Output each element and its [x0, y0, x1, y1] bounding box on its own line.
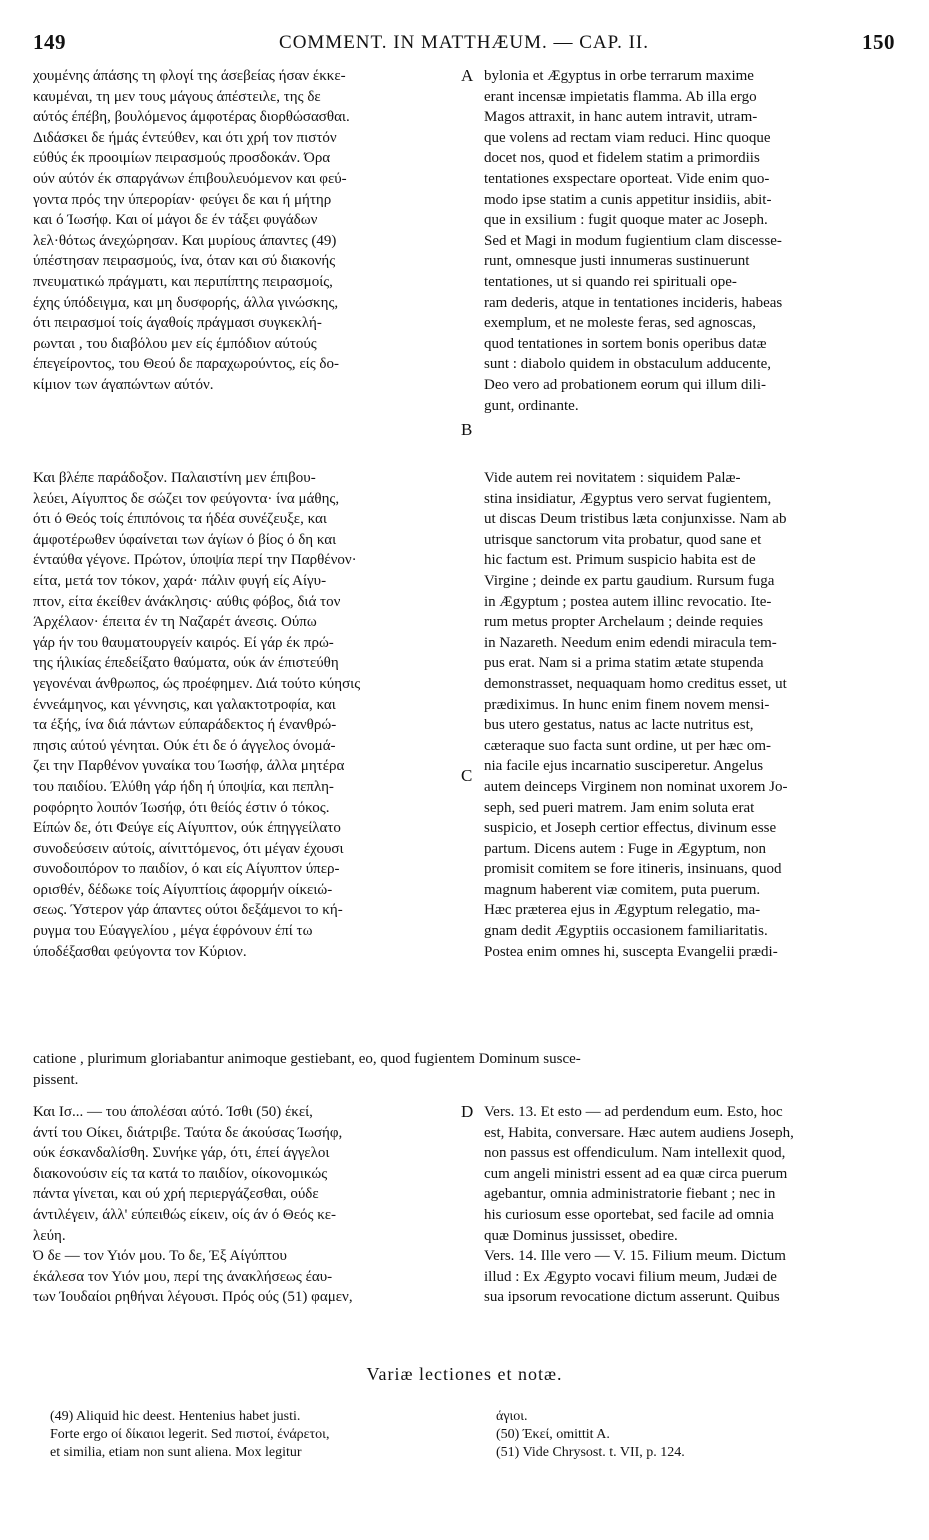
- greek-text-line: άντί του Οίκει, διάτριβε. Ταύτα δε άκούσας Ίωσήφ,: [33, 1124, 343, 1141]
- latin-text-line: seph, sed pueri matrem. Jam enim soluta erat: [484, 799, 755, 816]
- latin-text-line: sunt : diabolo quidem in obstaculum adducente,: [484, 356, 772, 373]
- latin-text-line: Postea enim omnes hi, suscepta Evangelii prædi-: [484, 943, 778, 960]
- full-width-text-line: pissent.: [33, 1071, 79, 1088]
- latin-text-line: in Nazareth. Needum enim edendi miracula tem-: [484, 634, 777, 651]
- note-line: (51) Vide Chrysost. t. VII, p. 124.: [496, 1445, 685, 1460]
- greek-text-line: πτον, είτα έκείθεν άνάκλησις· αύθις φόβος, διά τον: [33, 593, 341, 610]
- latin-text-line: Sed et Magi in modum fugientium clam discesse-: [484, 232, 782, 249]
- latin-text-line: cum angeli ministri essent ad ea quæ circa puerum: [484, 1165, 788, 1182]
- latin-text-line: promisit comitem se fore itineris, insinuans, quod: [484, 861, 782, 878]
- latin-text-line: pus erat. Nam si a prima statim ætate stupenda: [484, 655, 764, 672]
- greek-text-line: εύθύς έκ προοιμίων πειρασμούς προσδοκάν. Όρα: [33, 150, 331, 167]
- latin-text-line: stina insidiatur, Ægyptus vero servat fugientem,: [484, 490, 772, 507]
- note-line: et similia, etiam non sunt aliena. Mox legitur: [50, 1445, 302, 1460]
- greek-text-line: λεύει, Αίγυπτος δε σώζει τον φεύγοντα· ίνα μάθης,: [33, 490, 340, 507]
- latin-text-line: Vide autem rei novitatem : siquidem Palæ-: [484, 470, 741, 486]
- latin-text-line: Vers. 14. Ille vero — V. 15. Filium meum. Dictum: [484, 1248, 786, 1265]
- latin-text-line: gnam dedit Ægyptiis occasionem familiaritatis.: [484, 923, 768, 940]
- greek-text-line: ορισθέν, δέδωκε τοίς Αίγυπτίοις άφορμήν οίκειώ-: [33, 881, 333, 898]
- greek-text-line: πάντα γίνεται, και ού χρή περιεργάζεσθαι, ούδε: [33, 1186, 319, 1203]
- greek-text-line: ούν αύτόν έκ σπαργάνων έπιβουλευόμενον και φεύ-: [33, 170, 347, 187]
- greek-text-line: ρυγμα του Εύαγγελίου , μέγα έφρόνουν έπί τω: [33, 923, 313, 940]
- greek-text-line: έχης ύπόδειγμα, και μη δυσφορής, άλλα γινώσκης,: [33, 294, 339, 311]
- marker-b: B: [461, 420, 473, 439]
- latin-text-line: cæteraque suo facta sunt ordine, ut per hæc om-: [484, 737, 771, 754]
- note-line: (50) Έκεί, omittit A.: [496, 1427, 610, 1442]
- greek-text-line: άμφοτέρωθεν ύφαίνεται των άγίων ό βίος ό δη και: [33, 531, 337, 548]
- full-width-text-line: catione , plurimum gloriabantur animoque gestiebant, eo, quod fugientem Dominum susce-: [33, 1051, 581, 1067]
- latin-column-block-2: [484, 468, 894, 962]
- latin-text-line: demonstrasset, nequaquam homo creditus esset, ut: [484, 675, 787, 692]
- greek-text-line: τα έξής, ίνα διά πάντων εύπαράδεκτος ή ένανθρώ-: [33, 717, 337, 734]
- latin-text-line: nia facile ejus incarnatio susciperetur. Angelus: [484, 758, 764, 775]
- greek-text-line: Είπών δε, ότι Φεύγε είς Αίγυπτον, ούκ έπηγγείλατο: [33, 820, 341, 837]
- greek-text-line: λελ·θότως άνεχώρησαν. Και μυρίους άπαντες (49): [33, 232, 337, 249]
- latin-text-line: bylonia et Ægyptus in orbe terrarum maxime: [484, 68, 754, 84]
- greek-text-line: Άρχέλαον· έπειτα έν τη Ναζαρέτ άνεσις. Ούπω: [33, 614, 317, 631]
- latin-text-line: est, Habita, conversare. Hæc autem audiens Joseph,: [484, 1124, 794, 1141]
- greek-text-line: έπεγείροντος, του Θεού δε παραχωρούντος, είς δο-: [33, 356, 339, 373]
- greek-text-line: της ήλικίας έπεδείξατο θαύματα, ούκ άν έπιστεύθη: [33, 655, 339, 672]
- latin-text-line: non passus est offendiculum. Nam intellexit quod,: [484, 1145, 786, 1162]
- greek-text-line: ένταύθα γέγονε. Πρώτον, ύποψία περί την Παρθένον·: [33, 552, 357, 569]
- latin-text-line: ut discas Deum tristibus læta conjunxisse. Nam ab: [484, 511, 787, 528]
- latin-text-line: runt, omnesque justi innumeras sustinuerunt: [484, 253, 750, 270]
- latin-text-line: gunt, ordinante.: [484, 397, 579, 414]
- latin-text-line: tentationes exspectare oporteat. Vide enim quo-: [484, 170, 770, 187]
- greek-text-line: σεως. Ύστερον γάρ άπαντες ούτοι δεξάμενοι το κή-: [33, 902, 343, 919]
- greek-text-line: έκάλεσα τον Υιόν μου, περί της άνακλήσεως έαυ-: [33, 1268, 333, 1285]
- greek-text-line: Και Ισ... — του άπολέσαι αύτό. Ίσθι (50) έκεί,: [33, 1104, 313, 1120]
- latin-text-line: suspicio, et Joseph certior effectus, divinum esse: [484, 820, 777, 837]
- latin-text-line: que in exsilium : fugit quoque mater ac Joseph.: [484, 212, 768, 229]
- page-header: [33, 30, 895, 60]
- greek-text-line: γεγονέναι άνθρωπος, ώς προέφημεν. Διά τούτο κύησις: [33, 675, 361, 692]
- greek-text-line: του παιδίου. Έλύθη γάρ ήδη ή ύποψία, και πεπλη-: [33, 778, 334, 795]
- latin-text-line: autem deinceps Virginem non nominat uxorem Jo-: [484, 778, 788, 795]
- latin-text-line: Virgine ; deinde ex partu gaudium. Rursum fuga: [484, 572, 775, 589]
- latin-text-line: Hæc præterea ejus in Ægyptum relegatio, ma-: [484, 902, 761, 919]
- greek-text-line: και ό Ίωσήφ. Και οί μάγοι δε έν τάξει φυγάδων: [33, 212, 318, 229]
- latin-text-line: exemplum, et ne moleste feras, sed agnoscas,: [484, 315, 756, 332]
- left-page-number: 149: [33, 30, 66, 54]
- greek-text-line: ύποδέξασθαι φεύγοντα τον Κύριον.: [33, 943, 247, 960]
- greek-text-line: Διδάσκει δε ήμάς έντεύθεν, και ότι χρή τον πιστόν: [33, 129, 337, 146]
- latin-column-block-1: [484, 66, 894, 416]
- latin-column-block-3: [484, 1102, 894, 1308]
- latin-text-line: ram dederis, atque in tentationes incideris, habeas: [484, 294, 783, 311]
- greek-text-line: χουμένης άπάσης τη φλογί της άσεβείας ήσαν έκκε-: [33, 68, 346, 84]
- notes-title: Variæ lectiones et notæ.: [366, 1364, 563, 1384]
- greek-text-line: έννεάμηνος, και γέννησις, και γαλακτοτροφία, και: [33, 696, 336, 713]
- greek-text-line: διακονούσιν είς τα κατά το παιδίον, οίκονομικώς: [33, 1165, 328, 1182]
- note-line: Forte ergo οί δίκαιοι legerit. Sed πιστοί, ένάρετοι,: [50, 1427, 330, 1442]
- latin-text-line: Deo vero ad probationem eorum qui illum dili-: [484, 376, 767, 393]
- greek-text-line: πησις αύτού γένηται. Ούκ έτι δε ό άγγελος όνομά-: [33, 737, 336, 754]
- greek-text-line: ροφόρητο λοιπόν Ίωσήφ, ότι θείός έστιν ό τόκος.: [33, 799, 330, 816]
- latin-text-line: tentationes, ut si quando rei spirituali ope-: [484, 273, 737, 290]
- latin-text-line: partum. Dicens autem : Fuge in Ægyptum, non: [484, 840, 767, 857]
- greek-text-line: ότι ό Θεός τοίς έπιπόνοις τα ήδέα συνέζευξε, και: [33, 511, 327, 528]
- marker-a: A: [461, 66, 474, 85]
- latin-text-line: Magos attraxit, in hanc autem intravit, utram-: [484, 109, 758, 126]
- latin-text-line: Vers. 13. Et esto — ad perdendum eum. Esto, hoc: [484, 1104, 783, 1120]
- latin-text-line: modo ipse statim a cunis appetitur insidiis, abit-: [484, 191, 772, 208]
- latin-text-line: illud : Ex Ægypto vocavi filium meum, Judæi de: [484, 1268, 777, 1285]
- greek-text-line: γάρ ήν του θαυματουργείν καιρός. Εί γάρ έκ πρώ-: [33, 634, 334, 651]
- note-line: (49) Aliquid hic deest. Hentenius habet justi.: [50, 1409, 301, 1424]
- greek-text-line: ζει την Παρθένον γυναίκα του Ίωσήφ, άλλα μητέρα: [33, 758, 345, 775]
- latin-text-line: sua ipsorum revocatione dictum asserunt. Quibus: [484, 1289, 780, 1306]
- latin-text-line: bus utero gestatus, natus ac lacte nutritus est,: [484, 717, 754, 734]
- latin-text-line: agebantur, omnia administratorie fiebant ; nec in: [484, 1186, 776, 1203]
- marker-d: D: [461, 1102, 474, 1121]
- notes-left: [50, 1408, 470, 1462]
- greek-column-block-3: [33, 1102, 458, 1308]
- greek-text-line: άντιλέγειν, άλλ' εύπειθώς είκειν, οίς άν ό Θεός κε-: [33, 1206, 337, 1223]
- greek-text-line: Ό δε — τον Υιόν μου. Το δε, Έξ Αίγύπτου: [33, 1248, 287, 1265]
- greek-text-line: καυμέναι, τη μεν τους μάγους άπέστειλε, της δε: [33, 88, 321, 105]
- greek-text-line: αύτός έπέβη, βουλόμενος άμφοτέρας διορθώσασθαι.: [33, 109, 350, 126]
- greek-text-line: γοντα πρός την ύπερορίαν· φεύγει δε και ή μήτηρ: [33, 191, 332, 208]
- greek-text-line: κίμιον των άγαπώντων αύτόν.: [33, 376, 214, 393]
- greek-text-line: ούκ έσκανδαλίσθη. Συνήκε γάρ, ότι, έπεί άγγελοι: [33, 1145, 330, 1162]
- greek-text-line: ύπέστησαν πειρασμούς, ίνα, όταν και σύ διακονής: [33, 253, 336, 270]
- greek-column-block-2: [33, 468, 458, 962]
- greek-text-line: Και βλέπε παράδοξον. Παλαιστίνη μεν έπιβου-: [33, 470, 316, 486]
- greek-text-line: πνευματικώ πράγματι, και περιπίπτης πειρασμοίς,: [33, 273, 333, 290]
- full-width-continuation: [33, 1049, 895, 1090]
- latin-text-line: in Ægyptum ; postea autem illinc revocatio. Ite-: [484, 593, 772, 610]
- greek-text-line: λεύη.: [33, 1227, 66, 1244]
- greek-text-line: είτα, μετά τον τόκον, χαρά· πάλιν φυγή είς Αίγυ-: [33, 572, 327, 589]
- notes-right: [496, 1408, 896, 1462]
- latin-text-line: erant incensæ impietatis flamma. Ab illa ergo: [484, 88, 757, 105]
- greek-text-line: των Ίουδαίοι ρηθήναι λέγουσι. Πρός ούς (51) φαμεν,: [33, 1289, 353, 1306]
- running-title: COMMENT. IN MATTHÆUM. — CAP. II.: [279, 32, 649, 53]
- note-line: άγιοι.: [496, 1409, 528, 1424]
- greek-text-line: ρωνται , του διαβόλου μεν είς έμπόδιον αύτούς: [33, 335, 317, 352]
- latin-text-line: hic factum est. Primum suspicio habita est de: [484, 552, 756, 569]
- latin-text-line: his curiosum esse oportebat, sed facile ad omnia: [484, 1206, 774, 1223]
- latin-text-line: magnum haberent viæ comitem, puta puerum.: [484, 881, 761, 898]
- latin-text-line: utrisque sanctorum vita probatur, quod sane et: [484, 531, 762, 548]
- latin-text-line: docet nos, quod et fidelem statim a primordiis: [484, 150, 760, 167]
- latin-text-line: que volens ad rectam viam reduci. Hinc quoque: [484, 129, 771, 146]
- right-page-number: 150: [862, 30, 895, 54]
- marker-c: C: [461, 766, 473, 785]
- greek-text-line: συνοδεύσειν αύτοίς, αίνιττόμενος, ότι μέγαν έχουσι: [33, 840, 344, 857]
- latin-text-line: prædiximus. In hunc enim finem novem mensi-: [484, 696, 770, 713]
- greek-text-line: συνοδοιπόρον το παιδίον, ό και είς Αίγυπτον ύπερ-: [33, 861, 340, 878]
- latin-text-line: rum metus propter Archelaum ; deinde requies: [484, 614, 764, 631]
- latin-text-line: quod tentationes in sortem bonis operibus datæ: [484, 335, 767, 352]
- latin-text-line: quæ Dominus jussisset, obedire.: [484, 1227, 678, 1244]
- greek-text-line: ότι πειρασμοί τοίς άγαθοίς πράγμασι συγκεκλή-: [33, 315, 322, 332]
- greek-column-block-1: [33, 66, 458, 396]
